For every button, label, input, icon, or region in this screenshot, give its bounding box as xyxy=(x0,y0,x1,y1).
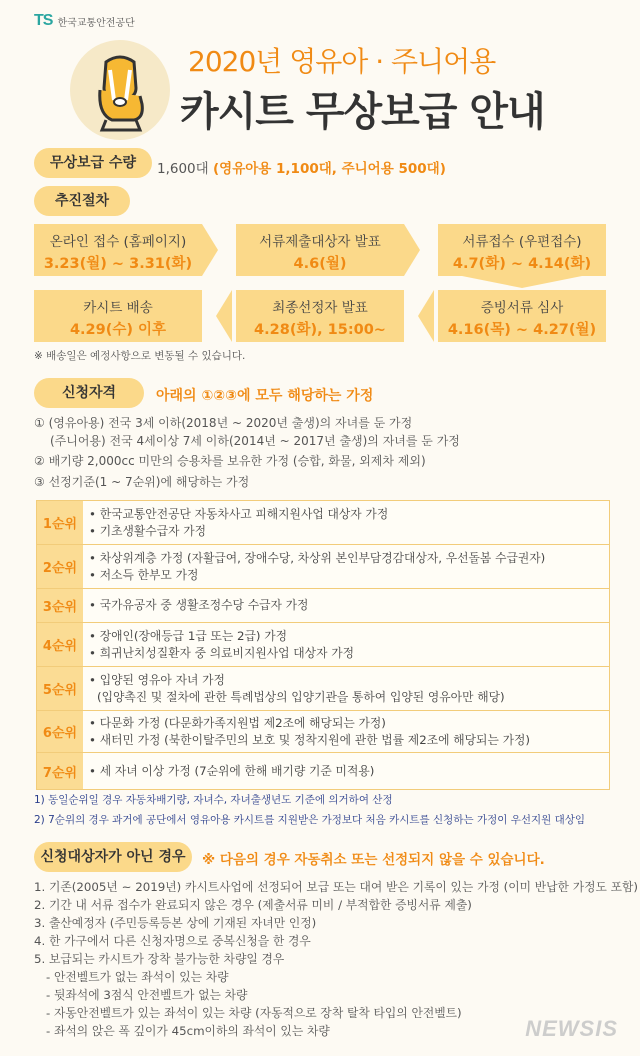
rank-item: • 새터민 가정 (북한이탈주민의 보호 및 정착지원에 관한 법률 제2조에 해당되는 가정) xyxy=(89,732,530,747)
quantity-detail: (영유아용 1,100대, 주니어용 500대) xyxy=(213,161,446,177)
newsis-watermark: NEWSIS xyxy=(525,1016,618,1041)
rank-item: • 다문화 가정 (다문화가족지원법 제2조에 해당되는 가정) xyxy=(89,715,386,730)
quantity-total: 1,600대 xyxy=(157,161,209,177)
step-label: 서류접수 (우편접수) xyxy=(462,234,582,250)
car-seat-icon xyxy=(70,40,170,140)
exclusion-item: 5. 보급되는 카시트가 장착 불가능한 차량일 경우 xyxy=(34,952,285,966)
exclusion-item: 3. 출산예정자 (주민등록등본 상에 기재된 자녀만 인정) xyxy=(34,916,317,930)
process-step-2 xyxy=(236,224,404,276)
ts-logo-mark: TS xyxy=(34,12,53,29)
eligibility-item-1b: (주니어용) 전국 4세이상 7세 이하(2014년 ~ 2017년 출생)의 자녀를 둔 가정 xyxy=(50,434,460,448)
org-name: 한국교통안전공단 xyxy=(57,17,135,29)
rank-item: • 희귀난치성질환자 중 의료비지원사업 대상자 가정 xyxy=(89,645,355,660)
process-step-1 xyxy=(34,224,202,276)
arrow-right-icon xyxy=(404,224,420,276)
rank-item: (입양촉진 및 절차에 관한 특례법상의 입양기관을 통하여 입양된 영유아만 해당) xyxy=(97,689,505,704)
exclusion-headline: ※ 다음의 경우 자동취소 또는 선정되지 않을 수 있습니다. xyxy=(202,852,545,868)
exclusion-item: 4. 한 가구에서 다른 신청자명으로 중복신청을 한 경우 xyxy=(34,934,311,948)
exclusion-label: 신청대상자가 아닌 경우 xyxy=(34,842,192,872)
exclusion-item: 2. 기간 내 서류 접수가 완료되지 않은 경우 (제출서류 미비 / 부적합한 증빙서류 제출) xyxy=(34,898,472,912)
eligibility-item-2: ② 배기량 2,000cc 미만의 승용차를 보유한 가정 (승합, 화물, 외제차 제외) xyxy=(34,454,426,468)
rank-label: 1순위 xyxy=(37,501,83,544)
process-step-6 xyxy=(34,290,202,342)
step-date: 4.16(목) ~ 4.27(월) xyxy=(447,322,597,338)
rank-item: • 저소득 한부모 가정 xyxy=(89,567,199,582)
rank-item: • 기초생활수급자 가정 xyxy=(89,523,207,538)
rank-item: • 입양된 영유아 자녀 가정 xyxy=(89,672,225,687)
rank-item: • 차상위계층 가정 (자활급여, 장애수당, 차상위 본인부담경감대상자, 우선돌봄 수급권자) xyxy=(89,550,546,565)
process-step-3 xyxy=(438,224,606,276)
rank-label: 3순위 xyxy=(37,589,83,622)
footnote-2: 2) 7순위의 경우 과거에 공단에서 영유아용 카시트를 지원받은 가정보다 처음 카시트를 신청하는 가정이 우선지원 대상임 xyxy=(34,814,586,826)
step-date: 3.23(월) ~ 3.31(화) xyxy=(43,256,193,272)
rank-item: • 세 자녀 이상 가정 (7순위에 한해 배기량 기준 미적용) xyxy=(89,763,375,778)
exclusion-sub-item: - 좌석의 앉은 폭 깊이가 45cm이하의 좌석이 있는 차량 xyxy=(46,1024,330,1038)
step-label: 최종선정자 발표 xyxy=(272,300,368,316)
rank-item: • 국가유공자 중 생활조정수당 수급자 가정 xyxy=(89,598,309,612)
exclusion-item: 1. 기존(2005년 ~ 2019년) 카시트사업에 선정되어 보급 또는 대여 받은 기록이 있는 가정 (이미 반납한 가정도 포함) xyxy=(34,880,639,894)
rank-label: 5순위 xyxy=(37,667,83,710)
arrow-left-icon xyxy=(216,290,232,342)
eligibility-item-1: ① (영유아용) 전국 3세 이하(2018년 ~ 2020년 출생)의 자녀를 둔 가정 xyxy=(34,416,413,430)
process-step-4 xyxy=(438,290,606,342)
step-label: 서류제출대상자 발표 xyxy=(259,234,381,250)
org-logo xyxy=(34,12,135,30)
step-date: 4.28(화), 15:00~ xyxy=(254,322,386,338)
exclusion-sub-item: - 안전벨트가 없는 좌석이 있는 차량 xyxy=(46,970,229,984)
title-line-1: 2020년 영유아 · 주니어용 xyxy=(188,45,496,78)
rank-table xyxy=(36,500,610,790)
table-row xyxy=(37,589,609,623)
rank-label: 6순위 xyxy=(37,711,83,752)
rank-item: • 한국교통안전공단 자동차사고 피해지원사업 대상자 가정 xyxy=(89,506,389,521)
table-row xyxy=(37,753,609,789)
arrow-down-icon xyxy=(462,276,582,288)
eligibility-label: 신청자격 xyxy=(34,378,144,408)
arrow-left-icon xyxy=(418,290,434,342)
arrow-right-icon xyxy=(202,224,218,276)
exclusion-sub-item: - 자동안전벨트가 있는 좌석이 있는 차량 (자동적으로 장착 탈착 타입의 안전벨트) xyxy=(46,1006,462,1020)
page-title: 카시트 무상보급 안내 xyxy=(180,89,545,135)
quantity-label: 무상보급 수량 xyxy=(34,148,152,178)
rank-item: • 장애인(장애등급 1급 또는 2급) 가정 xyxy=(89,628,288,643)
process-step-5 xyxy=(236,290,404,342)
step-date: 4.29(수) 이후 xyxy=(69,322,167,338)
step-date: 4.6(월) xyxy=(293,256,347,272)
eligibility-item-3: ③ 선정기준(1 ~ 7순위)에 해당하는 가정 xyxy=(34,475,250,489)
table-row xyxy=(37,501,609,545)
step-label: 카시트 배송 xyxy=(83,300,153,316)
rank-label: 4순위 xyxy=(37,623,83,666)
footnote-1: 1) 동일순위일 경우 자동차배기량, 자녀수, 자녀출생년도 기준에 의거하여 산정 xyxy=(34,794,393,806)
table-row xyxy=(37,545,609,589)
table-row xyxy=(37,711,609,753)
quantity-value xyxy=(157,157,446,177)
table-row xyxy=(37,667,609,711)
process-label: 추진절차 xyxy=(34,186,130,216)
exclusion-sub-item: - 뒷좌석에 3점식 안전벨트가 없는 차량 xyxy=(46,988,248,1002)
delivery-note: ※ 배송일은 예정사항으로 변동될 수 있습니다. xyxy=(34,350,246,362)
eligibility-headline: 아래의 ①②③에 모두 해당하는 가정 xyxy=(156,388,374,404)
step-date: 4.7(화) ~ 4.14(화) xyxy=(452,256,592,272)
step-label: 증빙서류 심사 xyxy=(480,300,564,316)
table-row xyxy=(37,623,609,667)
rank-label: 2순위 xyxy=(37,545,83,588)
rank-label: 7순위 xyxy=(37,753,83,789)
step-label: 온라인 접수 (홈페이지) xyxy=(49,234,187,250)
